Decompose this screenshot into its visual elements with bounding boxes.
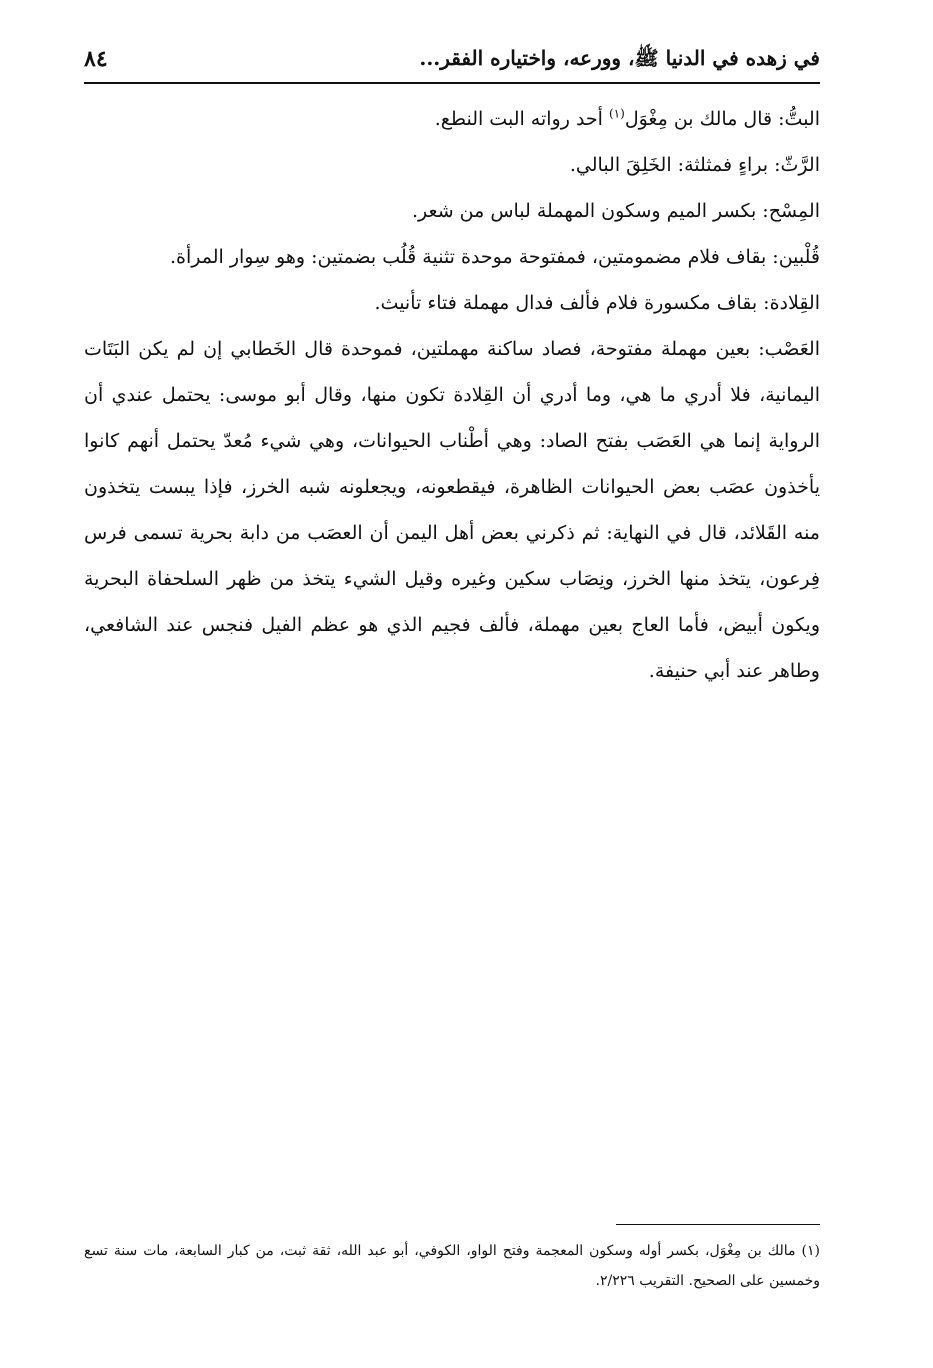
entry-term: العَصْب <box>764 338 820 360</box>
entry-term: الرَّثّ <box>780 154 820 176</box>
entry-term: البتُّ <box>784 108 820 130</box>
entry-text: : قال مالك بن مِغْوَل <box>624 108 785 130</box>
entry-text: : بقاف فلام مضمومتين، فمفتوحة موحدة تثنية قُلُب بضمتين: وهو سِوار المرأة. <box>169 246 779 268</box>
entry-term: المِسْح <box>768 200 820 222</box>
entry-almish <box>84 188 820 234</box>
entry-qulbayn <box>84 234 820 280</box>
entry-text: أحد رواته البت النطع. <box>434 108 609 130</box>
header-rule <box>84 82 820 84</box>
entry-text: : براءٍ فمثلثة: الخَلِقَ البالي. <box>569 154 781 176</box>
footnote: (١) مالك بن مِغْوَل، بكسر أوله وسكون المعجمة وفتح الواو، الكوفي، أبو عبد الله، ثقة ثبت، من كبار السابعة، مات سنة تسع وخمسين على الصحيح. التقريب ٢/٢٢٦. <box>84 1243 820 1289</box>
running-head <box>84 40 820 82</box>
entry-alasb <box>84 326 820 694</box>
entry-alrath <box>84 142 820 188</box>
footnote-rule <box>616 1224 820 1225</box>
entry-alqilada <box>84 280 820 326</box>
entry-term: القِلادة <box>769 292 820 314</box>
footnote-reference[interactable]: (١) <box>608 106 625 121</box>
page-number: ٨٤ <box>84 46 108 72</box>
entry-text: : بقاف مكسورة فلام فألف فدال مهملة فتاء تأنيث. <box>374 292 770 314</box>
entry-text: : بعين مهملة مفتوحة، فصاد ساكنة مهملتين، فموحدة قال الخَطابي إن لم يكن البَتَات اليمانية، فلا أدري ما هي، وما أدري أن القِلادة تكون منها، وقال أبو موسى: يحتمل عندي أن الرواية إنما هي العَصَب بفتح الصاد: وهي أطْناب الحيوانات، وهي شيء مُعدّ يحتمل أنهم كانوا يأخذون عصَب بعض الحيوانات الظاهرة، فيقطعونه، ويجعلونه شبه الخرز، فإذا يبست يتخذون منه القَلائد، قال في النهاية: ثم ذكرني بعض أهل اليمن أن العصَب من دابة بحرية تسمى فرس فِرعون، يتخذ منها الخرز، ونِصَاب سكين وغيره وقيل الشيء يتخذ من ظهر السلحفاة البحرية ويكون أبيض، فأما العاج بعين مهملة، فألف فجيم الذي هو عظم الفيل فنجس عند الشافعي، وطاهر عند أبي حنيفة. <box>84 338 820 682</box>
entry-text: : بكسر الميم وسكون المهملة لباس من شعر. <box>412 200 769 222</box>
main-text <box>84 96 820 694</box>
entry-term: قُلْبين <box>778 246 820 268</box>
header-title: في زهده في الدنيا ﷺ، وورعه، واختياره الفقر... <box>419 46 820 70</box>
entry-albatt <box>84 96 820 142</box>
